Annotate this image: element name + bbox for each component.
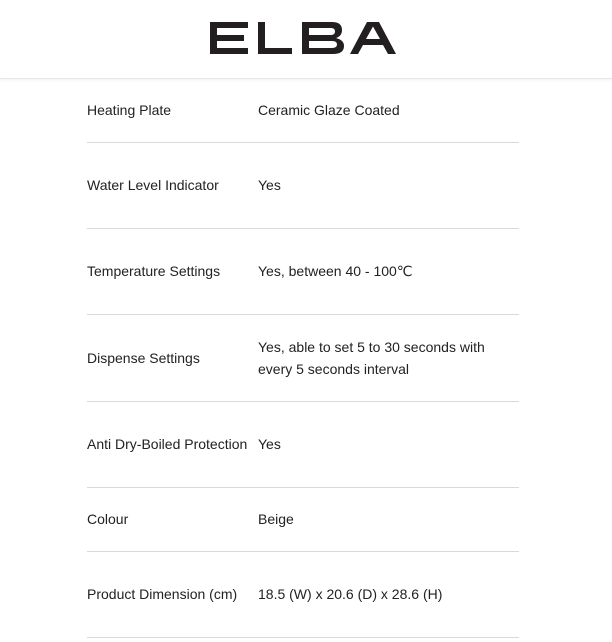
spec-value: Ceramic Glaze Coated [258, 101, 400, 118]
spec-row-water-level [87, 143, 519, 229]
spec-row-temperature [87, 229, 519, 315]
spec-value: 18.5 (W) x 20.6 (D) x 28.6 (H) [258, 586, 443, 603]
spec-row-heating-plate [87, 78, 519, 143]
spec-row-anti-dry-boil [87, 402, 519, 488]
site-header [0, 0, 612, 79]
spec-row-dispense [87, 315, 519, 402]
spec-label: Product Dimension (cm) [87, 586, 238, 603]
spec-value: Beige [258, 511, 294, 528]
spec-label: Water Level Indicator [87, 177, 219, 194]
spec-value: Yes [258, 436, 281, 453]
spec-label: Temperature Settings [87, 263, 221, 280]
spec-value: Yes, between 40 - 100℃ [258, 263, 413, 280]
spec-value: Yes, able to set 5 to 30 seconds with every 5 seconds interval [258, 338, 485, 377]
spec-label: Heating Plate [87, 101, 172, 118]
elba-logo[interactable] [210, 22, 396, 54]
specification-table [87, 78, 519, 638]
spec-value: Yes [258, 177, 281, 194]
spec-row-colour [87, 488, 519, 552]
spec-label: Colour [87, 511, 129, 528]
spec-label: Anti Dry-Boiled Protection [87, 436, 248, 453]
spec-label: Dispense Settings [87, 349, 200, 366]
spec-row-dimension [87, 552, 519, 638]
